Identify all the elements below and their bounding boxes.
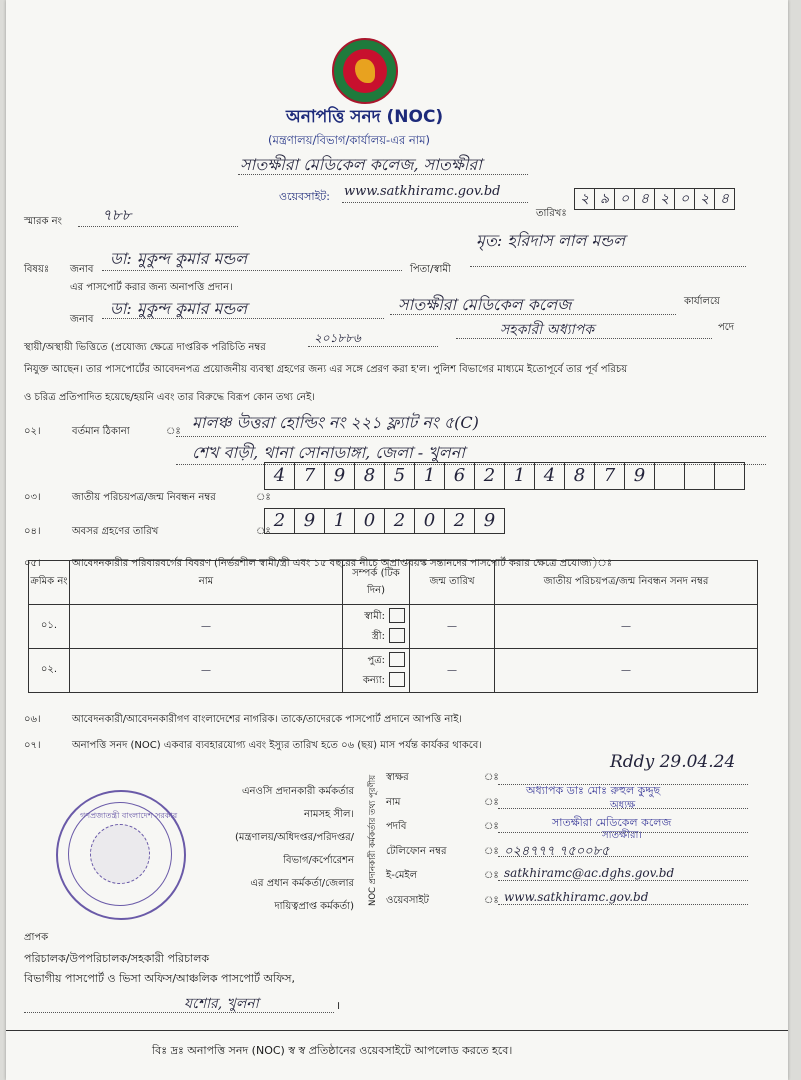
designation-stamp: সাতক্ষীরা মেডিকেল কলেজ bbox=[552, 816, 672, 829]
retBoxes-digit: 0 bbox=[415, 508, 445, 534]
recipient-label: প্রাপক bbox=[24, 932, 49, 943]
address-label: বর্তমান ঠিকানা bbox=[72, 426, 130, 437]
website-value: www.satkhiramc.gov.bd bbox=[344, 184, 501, 199]
signatory-desc-line: বিভাগ/কর্পোরেশন bbox=[283, 855, 354, 866]
dateBoxes-digit: ০ bbox=[615, 188, 635, 210]
date-label: তারিখঃ bbox=[536, 208, 567, 219]
signatory-vertical-label: NOC প্রদানকারী কর্মকর্তার তথ্য পূরণীয় bbox=[368, 774, 378, 906]
signatory-field-label: ওয়েবসাইট bbox=[386, 894, 429, 906]
signatory-desc-line: এনওসি প্রদানকারী কর্মকর্তার bbox=[241, 786, 354, 797]
signatory-colon: ঃ bbox=[484, 845, 499, 857]
nidBoxes-digit: 6 bbox=[445, 462, 475, 490]
dateBoxes-digit: ২ bbox=[655, 188, 675, 210]
office-name: সাতক্ষীরা মেডিকেল কলেজ, সাতক্ষীরা bbox=[240, 155, 482, 174]
table-row: ০২. — পুত্র: কন্যা: — — bbox=[29, 649, 758, 693]
signatory-colon: ঃ bbox=[484, 894, 499, 906]
signatory-field-label: টেলিফোন নম্বর bbox=[386, 845, 447, 857]
nidBoxes-digit: 5 bbox=[385, 462, 415, 490]
father-name: মৃত: হরিদাস লাল মন্ডল bbox=[476, 231, 626, 250]
item-03-number: ০৩। bbox=[24, 492, 41, 503]
retBoxes-digit: 0 bbox=[355, 508, 385, 534]
nidBoxes-digit: 7 bbox=[295, 462, 325, 490]
website-value-2: www.satkhiramc.gov.bd bbox=[504, 890, 649, 904]
retBoxes-digit: 1 bbox=[325, 508, 355, 534]
son-checkbox[interactable] bbox=[389, 652, 405, 667]
post-suffix: পদে bbox=[718, 322, 735, 333]
recipient-line2: বিভাগীয় পাসপোর্ট ও ভিসা অফিস/আঞ্চলিক পাসপোর্ট অফিস, bbox=[24, 972, 295, 985]
nidBoxes-digit: 9 bbox=[625, 462, 655, 490]
dateBoxes-digit: ৪ bbox=[715, 188, 735, 210]
name-stamp: অধ্যাপক ডাঃ মোঃ রুহুল কুদ্দুছ bbox=[526, 784, 661, 797]
applicant-name-2: ডা: মুকুন্দ কুমার মন্ডল bbox=[110, 299, 248, 318]
official-id-number: ২০১৮৮৬ bbox=[314, 331, 361, 345]
table-row: ০১. — স্বামী: স্ত্রী: — — bbox=[29, 605, 758, 649]
signatory-field-label: ই-মেইল bbox=[386, 870, 418, 881]
body-line4: ও চরিত্র প্রতিপাদিত হয়েছে/হয়নি এবং তার বিরুদ্ধে বিরূপ কোন তথ্য নেই। bbox=[24, 392, 315, 403]
nidBoxes-digit: 9 bbox=[325, 462, 355, 490]
signatory-desc-line: এর প্রধান কর্মকর্তা/জেলার bbox=[250, 878, 354, 889]
government-seal-icon bbox=[332, 38, 398, 104]
signatory-labels bbox=[386, 766, 447, 913]
website-label: ওয়েবসাইট: bbox=[279, 190, 330, 203]
dateBoxes-digit: ২ bbox=[695, 188, 715, 210]
retBoxes-digit: 9 bbox=[475, 508, 505, 534]
signatory-field-label: পদবি bbox=[386, 821, 407, 832]
nidBoxes-digit bbox=[655, 462, 685, 490]
retBoxes-digit: 2 bbox=[264, 508, 295, 534]
col-name: নাম bbox=[70, 561, 343, 605]
dateBoxes-digit: ৯ bbox=[595, 188, 615, 210]
retBoxes-digit: 9 bbox=[295, 508, 325, 534]
designation-stamp-place: সাতক্ষীরা। bbox=[602, 830, 642, 841]
nidBoxes-digit: 7 bbox=[595, 462, 625, 490]
retirement-date-label: অবসর গ্রহণের তারিখ bbox=[72, 526, 159, 537]
body-line3: নিযুক্ত আছেন। তার পাসপোর্টের আবেদনপত্র প্রয়োজনীয় ব্যবস্থা গ্রহণের জন্য এর সঙ্গে প্রেরণ করা হ'ল। পুলিশ বিভাগের মাধ্যমে ইতোপূর্বে তার পূর্ব পরিচয় bbox=[24, 364, 628, 375]
footer-note: বিঃ দ্রঃ অনাপত্তি সনদ (NOC) স্ব স্ব প্রতিষ্ঠানের ওয়েবসাইটে আপলোড করতে হবে। bbox=[152, 1044, 513, 1057]
address-line2: শেখ বাড়ী, থানা সোনাডাঙ্গা, জেলা - খুলনা bbox=[192, 443, 465, 462]
nidBoxes-digit: 1 bbox=[505, 462, 535, 490]
husband-checkbox[interactable] bbox=[389, 608, 405, 623]
office-suffix: কার্যালয়ে bbox=[684, 296, 720, 307]
date-boxes bbox=[574, 188, 735, 210]
signatory-desc-line: (মন্ত্রণালয়/অধিদপ্তর/পরিদপ্তর/ bbox=[234, 832, 354, 843]
item-07-number: ০৭। bbox=[24, 740, 41, 751]
janab-label-2: জনাব bbox=[70, 314, 94, 325]
document-subtitle: (মন্ত্রণালয়/বিভাগ/কার্যালয়-এর নাম) bbox=[268, 133, 431, 147]
col-nid: জাতীয় পরিচয়পত্র/জন্ম নিবন্ধন সনদ নম্বর bbox=[495, 561, 758, 605]
nidBoxes-digit: 4 bbox=[264, 462, 295, 490]
signatory-colons bbox=[484, 766, 499, 913]
family-table bbox=[28, 560, 758, 693]
nidBoxes-digit: 4 bbox=[535, 462, 565, 490]
signatory-colon: ঃ bbox=[484, 772, 499, 783]
dateBoxes-digit: ২ bbox=[574, 188, 595, 210]
name-stamp-designation: অধ্যক্ষ bbox=[610, 800, 636, 811]
signatory-field-label: নাম bbox=[386, 796, 401, 808]
col-relation: সম্পর্ক (টিক দিন) bbox=[343, 561, 410, 605]
note-citizenship: আবেদনকারী/আবেদনকারীগণ বাংলাদেশের নাগরিক। তাকে/তাদেরকে পাসপোর্ট প্রদানে আপত্তি নাই। bbox=[72, 714, 463, 725]
nidBoxes-digit bbox=[715, 462, 745, 490]
retBoxes-digit: 2 bbox=[385, 508, 415, 534]
col-dob: জন্ম তারিখ bbox=[410, 561, 495, 605]
nidBoxes-digit: 2 bbox=[475, 462, 505, 490]
daughter-checkbox[interactable] bbox=[389, 672, 405, 687]
document-title: অনাপত্তি সনদ (NOC) bbox=[286, 107, 444, 127]
signatory-colon: ঃ bbox=[484, 821, 499, 832]
memo-label: স্মারক নং bbox=[24, 216, 62, 227]
address-line1: মালঞ্চ উত্তরা হোল্ডিং নং ২২১ ফ্ল্যাট নং ৫(C) bbox=[192, 413, 479, 432]
phone-value: ০২৪৭৭৭ ৭৫০০৮৫ bbox=[504, 844, 610, 859]
memo-value: ৭৮৮ bbox=[102, 206, 132, 224]
signatory-colon: ঃ bbox=[484, 796, 499, 808]
nidBoxes-digit bbox=[685, 462, 715, 490]
body-line2: স্থায়ী/অস্থায়ী ভিত্তিতে (প্রযোজ্য ক্ষেত্রে দাপ্তরিক পরিচিতি নম্বর bbox=[24, 342, 266, 353]
post-value: সহকারী অধ্যাপক bbox=[500, 322, 595, 338]
office-round-stamp-icon bbox=[56, 790, 186, 920]
signatory-desc-line: নামসহ সীল। bbox=[304, 809, 354, 820]
signatory-colon: ঃ bbox=[484, 870, 499, 881]
signature: Rddy 29.04.24 bbox=[610, 752, 736, 772]
recipient-place: যশোর, খুলনা bbox=[184, 996, 259, 1012]
nidBoxes-digit: 8 bbox=[355, 462, 385, 490]
nidBoxes-digit: 8 bbox=[565, 462, 595, 490]
janab-label: জনাব bbox=[70, 264, 94, 275]
item-04-number: ০৪। bbox=[24, 526, 41, 537]
note-validity: অনাপত্তি সনদ (NOC) একবার ব্যবহারযোগ্য এবং ইস্যুর তারিখ হতে ০৬ (ছয়) মাস পর্যন্ত কার্যকর থাকবে। bbox=[72, 740, 482, 751]
col-serial: ক্রমিক নং bbox=[29, 561, 70, 605]
retirement-date-boxes bbox=[264, 508, 505, 534]
dateBoxes-digit: ৪ bbox=[635, 188, 655, 210]
nid-boxes bbox=[264, 462, 745, 490]
family-details-label: আবেদনকারীর পরিবারবর্গের বিবরণ (নির্ভরশীল স্বামী/স্ত্রী এবং ১৫ বছরের নীচে অপ্রাপ্তবয়স্ক সন্তানদের পাসপোর্ট করার ক্ষেত্রে প্রযোজ্য)ঃ bbox=[72, 558, 613, 569]
father-label: পিতা/স্বামী bbox=[410, 264, 451, 275]
nid-label: জাতীয় পরিচয়পত্র/জন্ম নিবন্ধন নম্বর bbox=[72, 492, 216, 503]
signatory-field-label: স্বাক্ষর bbox=[386, 772, 409, 783]
office-name-2: সাতক্ষীরা মেডিকেল কলেজ bbox=[398, 295, 572, 314]
recipient-line1: পরিচালক/উপপরিচালক/সহকারী পরিচালক bbox=[24, 952, 210, 965]
signatory-description bbox=[235, 780, 354, 918]
email-value: satkhiramc@ac.dghs.gov.bd bbox=[504, 866, 675, 880]
subject-label: বিষয়ঃ bbox=[24, 264, 50, 275]
noc-document: অনাপত্তি সনদ (NOC) (মন্ত্রণালয়/বিভাগ/কার্যালয়-এর নাম) সাতক্ষীরা মেডিকেল কলেজ, সাতক্ষীরা ওয়েবসাইট: www.satkhiramc.gov.bd স্মারক নং ৭৮৮ তারিখঃ ২ ৯ ০ ৪ ২ ০ ২ ৪ বিষয়ঃ জনাব ডা: মুকুন্দ কুমার মন্ডল পিতা/স্বামী মৃত: হরিদাস লাল মন্ডল এর পাসপোর্ট করার জন্য অনাপত্তি প্রদান। জনাব ডা: মুকুন্দ কুমার মন্ডল সাতক্ষীরা মেডিকেল কলেজ কার্যালয়ে পদে স্থায়ী/অস্থায়ী ভিত্তিতে (প্রযোজ্য ক্ষেত্রে দাপ্তরিক পরিচিতি নম্বর ২০১৮৮৬ সহকারী অধ্যাপক নিযুক্ত আছেন। তার পাসপোর্টের আবেদনপত্র প্রয়োজনীয় ব্যবস্থা গ্রহণের জন্য এর সঙ্গে প্রেরণ করা হ'ল। পুলিশ বিভাগের মাধ্যমে ইতোপূর্বে তার পূর্ব পরিচয় ও চরিত্র প্রতিপাদিত হয়েছে/হয়নি এবং তার বিরুদ্ধে বিরূপ কোন তথ্য নেই। ০২। বর্তমান ঠিকানা ঃ মালঞ্চ উত্তরা হোল্ডিং নং ২২১ ফ্ল্যাট নং ৫(C) শেখ বাড়ী, থানা সোনাডাঙ্গা, জেলা - খুলনা ০৩। জাতীয় পরিচয়পত্র/জন্ম নিবন্ধন নম্বর ঃ 4 7 9 8 5 1 6 2 1 4 8 7 9 ০৪। অবসর গ্রহণের তারিখ ঃ 2 9 1 0 2 0 2 9 ০৫। আবেদনকারীর পরিবারবর্গের বিবরণ (নির্ভরশীল স্বামী/স্ত্রী এবং ১৫ বছরের নীচে অপ্রাপ্তবয়স্ক সন্তানদের পাসপোর্ট করার ক্ষেত্রে প্রযোজ্য)ঃ ক্রমিক নং নাম সম্পর্ক (টিক দিন) জন্ম তারিখ জাতীয় পরিচয়পত্র/জন্ম নিবন্ধন সনদ নম্বর ০১. — স্বামী: স্ত্রী: — — ০২. — পুত্র: কন্যা: — — ০৬। আবেদনকারী/আবেদনকারীগণ বাংলাদেশের নাগরিক। তাকে/তাদেরকে পাসপোর্ট প্রদানে আপত্তি নাই। ০৭। অনাপত্তি সনদ (NOC) একবার ব্যবহারযোগ্য এবং ইস্যুর তারিখ হতে ০৬ (ছয়) মাস পর্যন্ত কার্যকর থাকবে। এনওসি প্রদানকারী কর্মকর্তার নামসহ সীল। (মন্ত্রণালয়/অধিদপ্তর/পরিদপ্তর/ বিভাগ/কর্পোরেশন এর প্রধান কর্মকর্তা/জেলার দায়িত্বপ্রাপ্ত কর্মকর্তা) NOC প্রদানকারী কর্মকর্তার তথ্য পূরণীয় স্বাক্ষর নাম পদবি টেলিফোন নম্বর ই-মেইল ওয়েবসাইট ঃ ঃ ঃ ঃ ঃ ঃ Rddy 29.04.24 অধ্যাপক ডাঃ মোঃ রুহুল কুদ্দুছ অধ্যক্ষ সাতক্ষীরা মেডিকেল কলেজ সাতক্ষীরা। ০২৪৭৭৭ ৭৫০০৮৫ satkhiramc@ac.dghs.gov.bd www.satkhiramc.gov.bd গণপ্রজাতন্ত্রী বাংলাদেশ সরকার প্রাপক পরিচালক/উপপরিচালক/সহকারী পরিচালক বিভাগীয় পাসপোর্ট ও ভিসা অফিস/আঞ্চলিক পাসপোর্ট অফিস, যশোর, খুলনা । বিঃ দ্রঃ অনাপত্তি সনদ (NOC) স্ব স্ব প্রতিষ্ঠানের ওয়েবসাইটে আপলোড করতে হবে। bbox=[6, 0, 788, 1080]
signatory-desc-line: দায়িত্বপ্রাপ্ত কর্মকর্তা) bbox=[274, 901, 354, 912]
subject-line2: এর পাসপোর্ট করার জন্য অনাপত্তি প্রদান। bbox=[70, 282, 233, 293]
item-02-number: ০২। bbox=[24, 426, 41, 437]
stamp-text: গণপ্রজাতন্ত্রী বাংলাদেশ সরকার bbox=[80, 811, 178, 820]
retBoxes-digit: 2 bbox=[445, 508, 475, 534]
dateBoxes-digit: ০ bbox=[675, 188, 695, 210]
applicant-name: ডা: মুকুন্দ কুমার মন্ডল bbox=[110, 249, 248, 268]
wife-checkbox[interactable] bbox=[389, 628, 405, 643]
item-05-number: ০৫। bbox=[24, 558, 41, 569]
nidBoxes-digit: 1 bbox=[415, 462, 445, 490]
item-06-number: ০৬। bbox=[24, 714, 41, 725]
